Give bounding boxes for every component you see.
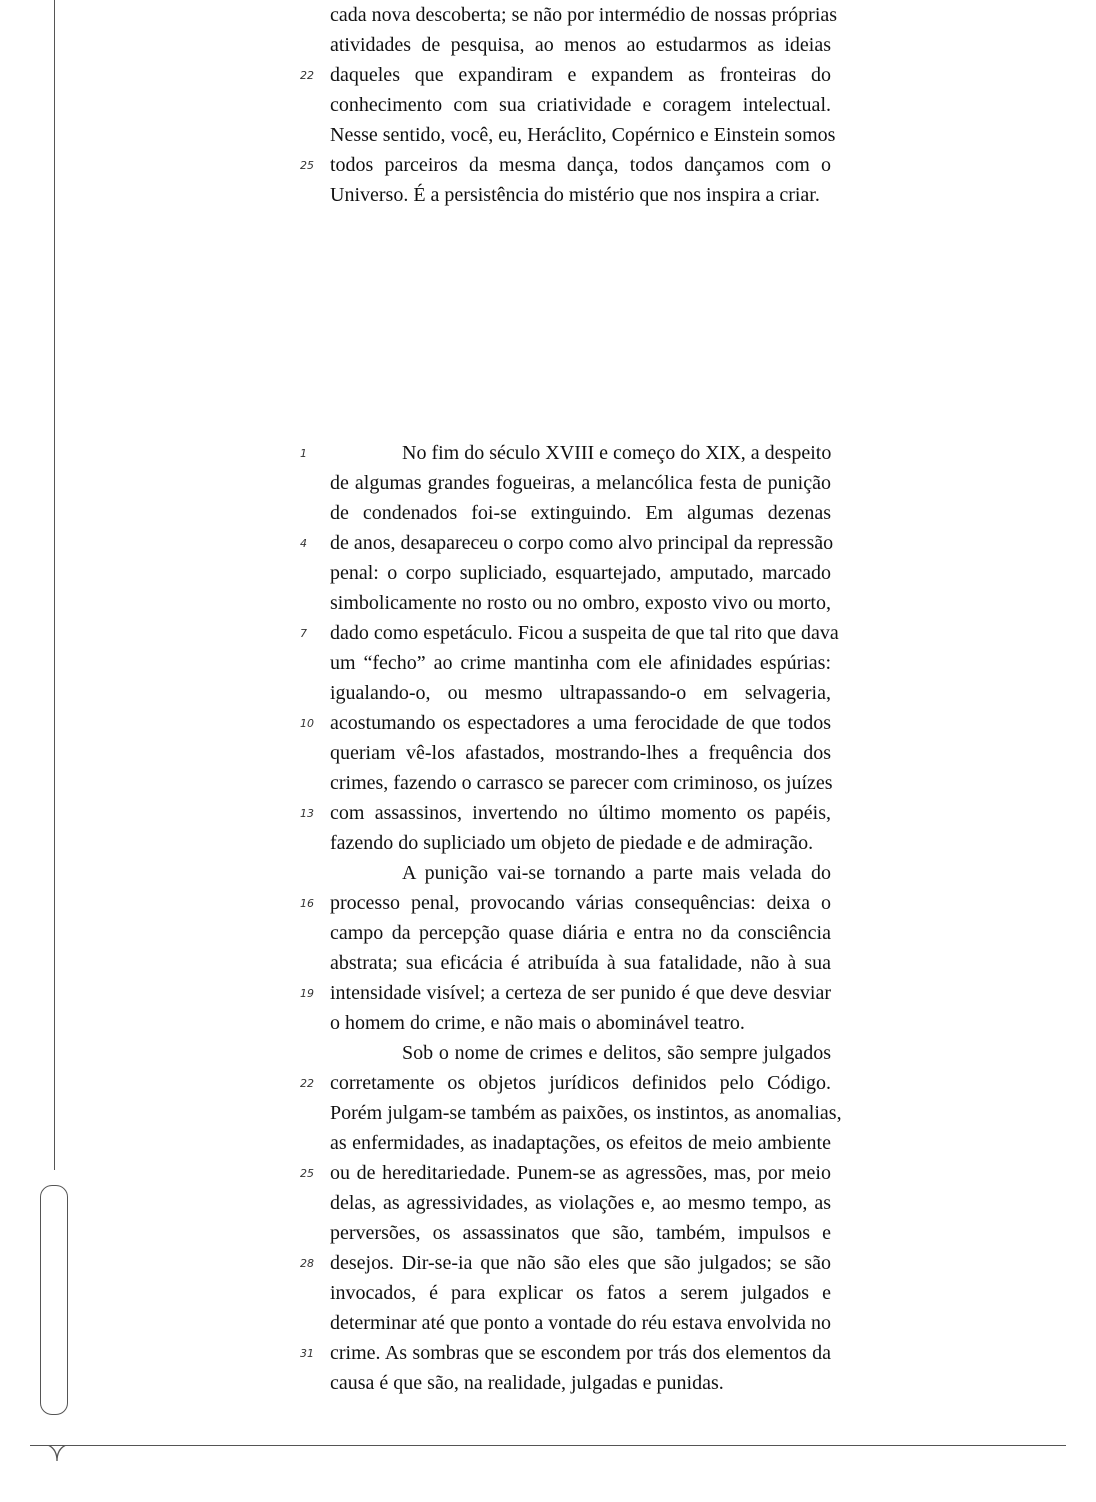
line-text: acostumando os espectadores a uma ferocidade de que todos (330, 712, 831, 734)
line-number: 25 (300, 159, 314, 172)
line-text: Nesse sentido, você, eu, Heráclito, Copérnico e Einstein somos (330, 124, 836, 146)
line-text: A punição vai-se tornando a parte mais velada do (402, 862, 831, 884)
line-text: as enfermidades, as inadaptações, os efeitos de meio ambiente (330, 1132, 831, 1154)
footer-notch (48, 1445, 66, 1461)
line-number: 7 (300, 627, 307, 640)
text-line (330, 1098, 842, 1128)
line-text: crime. As sombras que se escondem por trás dos elementos da (330, 1342, 831, 1364)
line-text: fazendo do supliciado um objeto de piedade e de admiração. (330, 832, 814, 854)
text-line (330, 30, 831, 60)
line-text: Porém julgam-se também as paixões, os instintos, as anomalias, (330, 1102, 842, 1124)
line-text: abstrata; sua eficácia é atribuída à sua fatalidade, não à sua (330, 952, 831, 974)
text-line (330, 1128, 831, 1158)
line-number: 31 (300, 1347, 314, 1360)
text-line (330, 1188, 831, 1218)
line-text: No fim do século XVIII e começo do XIX, a despeito (402, 442, 832, 464)
text-line (330, 1278, 831, 1308)
line-text: delas, as agressividades, as violações e, ao mesmo tempo, as (330, 1192, 831, 1214)
text-line (300, 978, 831, 1008)
line-text: invocados, é para explicar os fatos a serem julgados e (330, 1282, 831, 1304)
line-text: de condenados foi-se extinguindo. Em algumas dezenas (330, 502, 831, 524)
line-number: 4 (300, 537, 307, 550)
text-line (300, 438, 832, 468)
line-text: dado como espetáculo. Ficou a suspeita de que tal rito que dava (330, 622, 839, 644)
text-line (330, 120, 836, 150)
line-text: intensidade visível; a certeza de ser punido é que deve desviar (330, 982, 831, 1004)
top-passage (300, 0, 838, 210)
line-text: Sob o nome de crimes e delitos, são sempre julgados (402, 1042, 831, 1064)
text-line (330, 498, 831, 528)
text-line (300, 798, 831, 828)
text-line (330, 948, 831, 978)
line-text: determinar até que ponto a vontade do réu estava envolvida no (330, 1312, 831, 1334)
line-text: ou de hereditariedade. Punem-se as agressões, mas, por meio (330, 1162, 831, 1184)
text-line (330, 648, 831, 678)
text-line (300, 1248, 831, 1278)
text-line (300, 708, 831, 738)
footer-rule (30, 1445, 1066, 1446)
line-text: cada nova descoberta; se não por intermédio de nossas próprias (330, 4, 838, 26)
main-passage (300, 438, 842, 1398)
line-number: 10 (300, 717, 314, 730)
line-text: um “fecho” ao crime mantinha com ele afinidades espúrias: (330, 652, 831, 674)
text-line (300, 1338, 831, 1368)
text-line (330, 1308, 831, 1338)
line-number: 22 (300, 69, 314, 82)
line-text: de anos, desapareceu o corpo como alvo principal da repressão (330, 532, 834, 554)
text-line (330, 678, 831, 708)
line-text: de algumas grandes fogueiras, a melancólica festa de punição (330, 472, 831, 494)
line-number: 28 (300, 1257, 314, 1270)
text-line (330, 1218, 831, 1248)
line-text: simbolicamente no rosto ou no ombro, exposto vivo ou morto, (330, 592, 831, 614)
line-number: 16 (300, 897, 314, 910)
line-text: perversões, os assassinatos que são, também, impulsos e (330, 1222, 831, 1244)
text-line (330, 90, 831, 120)
text-line (330, 558, 831, 588)
text-line (330, 1008, 831, 1038)
text-line (300, 1068, 831, 1098)
line-text: penal: o corpo supliciado, esquartejado, amputado, marcado (330, 562, 831, 584)
text-line (330, 858, 831, 888)
text-line (330, 828, 831, 858)
text-line (330, 918, 831, 948)
text-line (330, 1038, 831, 1068)
line-text: Universo. É a persistência do mistério que nos inspira a criar. (330, 184, 820, 206)
line-number: 13 (300, 807, 314, 820)
text-line (330, 180, 831, 210)
text-line (300, 150, 831, 180)
line-number: 1 (300, 447, 307, 460)
line-text: causa é que são, na realidade, julgadas e punidas. (330, 1372, 724, 1394)
text-line (330, 588, 831, 618)
line-number: 19 (300, 987, 314, 1000)
text-line (300, 1158, 831, 1188)
text-line (330, 738, 831, 768)
line-text: daqueles que expandiram e expandem as fronteiras do (330, 64, 831, 86)
margin-answer-box (40, 1185, 68, 1415)
left-margin-rule (54, 0, 55, 1170)
line-text: processo penal, provocando várias consequências: deixa o (330, 892, 831, 914)
line-text: atividades de pesquisa, ao menos ao estudarmos as ideias (330, 34, 831, 56)
line-text: campo da percepção quase diária e entra no da consciência (330, 922, 831, 944)
text-line (300, 60, 831, 90)
line-text: corretamente os objetos jurídicos definidos pelo Código. (330, 1072, 831, 1094)
line-text: conhecimento com sua criatividade e coragem intelectual. (330, 94, 831, 116)
text-line (330, 1368, 831, 1398)
text-line (330, 0, 838, 30)
text-line (330, 468, 831, 498)
line-text: queriam vê-los afastados, mostrando-lhes a frequência dos (330, 742, 831, 764)
text-line (330, 768, 831, 798)
line-text: o homem do crime, e não mais o abominável teatro. (330, 1012, 745, 1034)
line-text: igualando-o, ou mesmo ultrapassando-o em selvageria, (330, 682, 831, 704)
line-text: desejos. Dir-se-ia que não são eles que são julgados; se são (330, 1252, 831, 1274)
text-line (300, 618, 839, 648)
text-line (300, 528, 834, 558)
line-text: crimes, fazendo o carrasco se parecer com criminoso, os juízes (330, 772, 833, 794)
line-text: todos parceiros da mesma dança, todos dançamos com o (330, 154, 831, 176)
line-text: com assassinos, invertendo no último momento os papéis, (330, 802, 831, 824)
text-line (300, 888, 831, 918)
line-number: 25 (300, 1167, 314, 1180)
line-number: 22 (300, 1077, 314, 1090)
